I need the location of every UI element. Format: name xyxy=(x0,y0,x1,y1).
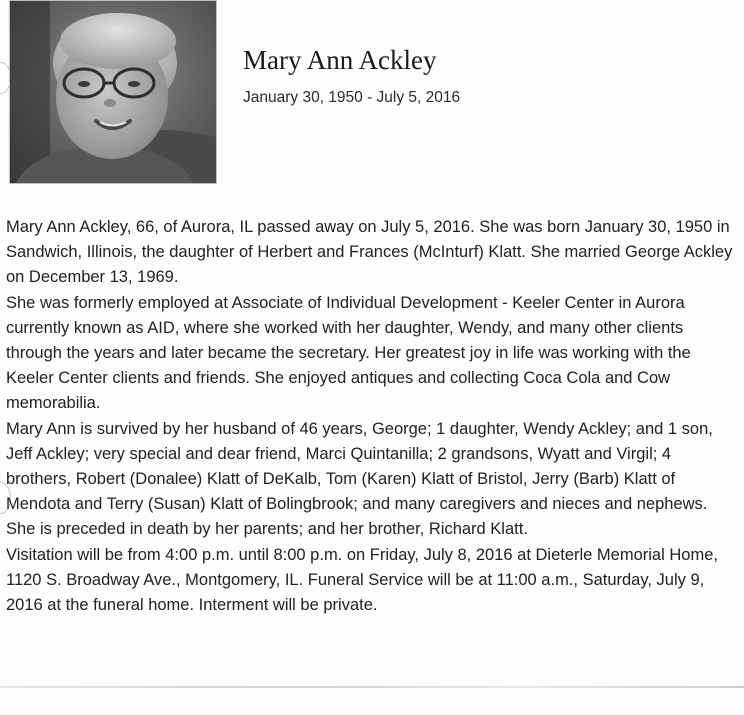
paragraph-biography: Mary Ann Ackley, 66, of Aurora, IL passed away on July 5, 2016. She was born January 30, 1950 in Sandwich, Illinois, the daughter of Herbert and Frances (McInturf) Klatt. She married George Ackley on December 13, 1969. xyxy=(6,218,733,287)
obituary-body xyxy=(6,215,734,618)
paragraph-survivors: Mary Ann is survived by her husband of 46 years, George; 1 daughter, Wendy Ackley; and 1 son, Jeff Ackley; very special and dear friend, Marci Quintanilla; 2 grandsons, Wyatt and Virgil; 4 brothers, Robert (Donalee) Klatt of DeKalb, Tom (Karen) Klatt of Bristol, Jerry (Barb) Klatt of Mendota and Terry (Susan) Klatt of Bolingbrook; and many caregivers and nieces and nephews. She is preceded in death by her parents; and her brother, Richard Klatt. xyxy=(6,419,713,539)
deceased-name: Mary Ann Ackley xyxy=(243,45,437,75)
life-dates: January 30, 1950 - July 5, 2016 xyxy=(243,89,461,106)
paragraph-employment: She was formerly employed at Associate of Individual Development - Keeler Center in Aurora currently known as AID, where she worked with her daughter, Wendy, and many other clients through the years and later became the secretary. Her greatest joy in life was working with the Keeler Center clients and friends. She enjoyed antiques and collecting Coca Cola and Cow memorabilia. xyxy=(6,293,691,413)
paragraph-services: Visitation will be from 4:00 p.m. until 8:00 p.m. on Friday, July 8, 2016 at Dieterle Memorial Home, 1120 S. Broadway Ave., Montgomery, IL. Funeral Service will be at 11:00 a.m., Saturday, July 9, 2016 at the funeral home. Interment will be private. xyxy=(6,545,718,615)
paper-edge-line xyxy=(0,686,744,688)
portrait-photo xyxy=(9,0,217,184)
